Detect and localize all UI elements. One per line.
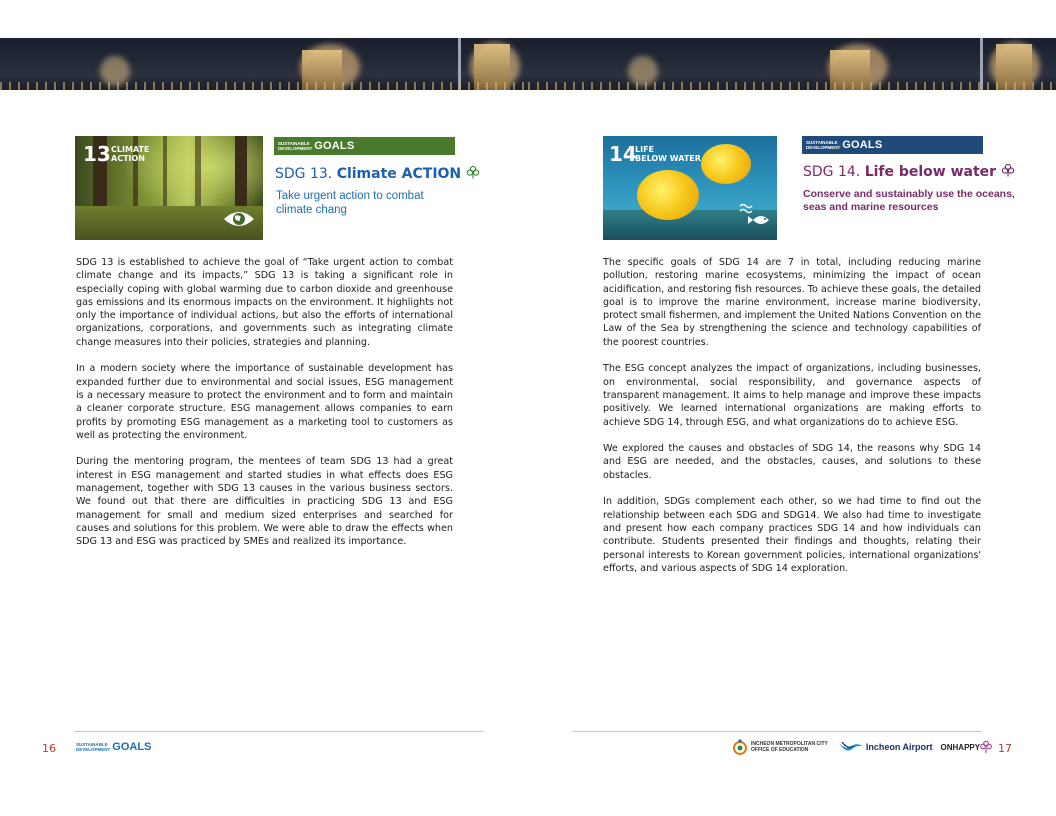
goals-bar-big-text: GOALS: [314, 140, 355, 152]
education-emblem-icon: [732, 738, 748, 756]
page-number-left: 16: [42, 742, 56, 755]
sdg14-body: [603, 256, 981, 588]
paragraph: We explored the causes and obstacles of SDG 14, the reasons why SDG 14 and ESG are needed, and the obstacles, causes, and solutions to these obstacles.: [603, 443, 981, 481]
sdg13-number: 13: [83, 142, 111, 166]
sdg13-photo: [75, 136, 263, 240]
sdg13-subtitle: Take urgent action to combat climate chang: [276, 190, 424, 216]
goals-bar-13: [274, 137, 455, 155]
onhappy-clover-icon: [980, 740, 992, 754]
header-banner-right: [528, 38, 1056, 90]
paragraph: In addition, SDGs complement each other, so we had time to find out the relationship between each SDG and SDG14. We also had time to investigate and present how each company practices SDG 14 and how individuals can contribute. Students presented their findings and thoughts, relating their personal interests to Korean government policies, international organizations' efforts, and various aspects of SDG 14 exploration.: [603, 496, 981, 574]
paragraph: The ESG concept analyzes the impact of organizations, including businesses, on environmental, social responsibility, and governance aspects of transparent management. It aims to help manage and improve these impacts positively. We learned international organizations are making efforts to achieve SDG 14, through ESG, and what organizations do to achieve ESG.: [603, 363, 981, 428]
goals-bar-14: [802, 136, 983, 154]
paragraph: During the mentoring program, the mentees of team SDG 13 had a great interest in ESG management and started studies in what effects does ESG management, together with SDG 13 causes in the various business sectors. We found out that there are difficulties in practicing SDG 13 and ESG management for small and medium sized enterprises and searched for causes and solutions for this problem. We were able to draw the effects when SDG 13 and ESG was practiced by SMEs and realized its importance.: [76, 456, 453, 548]
page-number-right: 17: [998, 742, 1012, 755]
goals-bar-small-text: SUSTAINABLE DEVELOPMENT: [806, 140, 841, 150]
onhappy-logo: ONHAPPY: [941, 740, 993, 754]
header-banner-left: [0, 38, 528, 90]
goals-bar-big-text: GOALS: [842, 139, 883, 151]
footer-goals-logo: SUSTAINABLE DEVELOPMENT GOALS: [76, 741, 152, 753]
footer-rule-right: [572, 731, 982, 732]
paragraph: In a modern society where the importance of sustainable development has expanded further due to environmental and social issues, ESG management is a necessary measure to protect the environment and to form and maintain a cleaner corporate structure. ESG management allows companies to earn profits by promoting ESG management as a marketing tool to customers as well as protecting the environment.: [76, 363, 453, 441]
paragraph: SDG 13 is established to achieve the goal of “Take urgent action to combat climate change and its impacts,” SDG 13 is taking a significant role in especially coping with global warming due to carbon dioxide and greenhouse gas emissions and its enormous impacts on the environment. It highlights not only the importance of individual actions, but also the efforts of international organizations, corporations, and governments such as integrating climate change measures into their policies, strategies and planning.: [76, 257, 453, 348]
sdg13-body: [76, 256, 453, 562]
incheon-education-logo: INCHEON METROPOLITAN CITY OFFICE OF EDUCATION: [732, 738, 828, 756]
goals-bar-small-text: SUSTAINABLE DEVELOPMENT: [278, 141, 313, 151]
incheon-airport-logo: Incheon Airport: [838, 740, 933, 754]
sdg14-number: 14: [609, 142, 637, 166]
sdg14-photo: [603, 136, 777, 240]
sdg13-name: CLIMATE ACTION: [111, 145, 150, 163]
fish-waves-icon: [739, 202, 773, 232]
footer-logos: [732, 736, 992, 758]
eye-globe-icon: [223, 208, 255, 230]
sdg13-title: SDG 13. Climate ACTION: [275, 165, 480, 182]
sdg14-title: SDG 14. Life below water: [803, 163, 1015, 180]
clover-icon: [466, 165, 480, 179]
paragraph: The specific goals of SDG 14 are 7 in total, including reducing marine pollution, restoring marine ecosystems, minimizing the impact of ocean acidification, and restoring fish resources. To achieve these goals, the detailed goal is to improve the marine environment, increase marine biodiversity, protect small fishermen, and implement the United Nations Convention on the Law of the Sea by strengthening the science and technology capabilities of the poorest countries.: [603, 257, 981, 348]
sdg14-name: LIFE BELOW WATER: [635, 145, 701, 163]
footer-rule-left: [74, 731, 484, 732]
clover-icon: [1001, 163, 1015, 177]
sdg14-subtitle: Conserve and sustainably use the oceans, seas and marine resources: [803, 188, 1015, 213]
airport-wing-icon: [838, 740, 864, 754]
